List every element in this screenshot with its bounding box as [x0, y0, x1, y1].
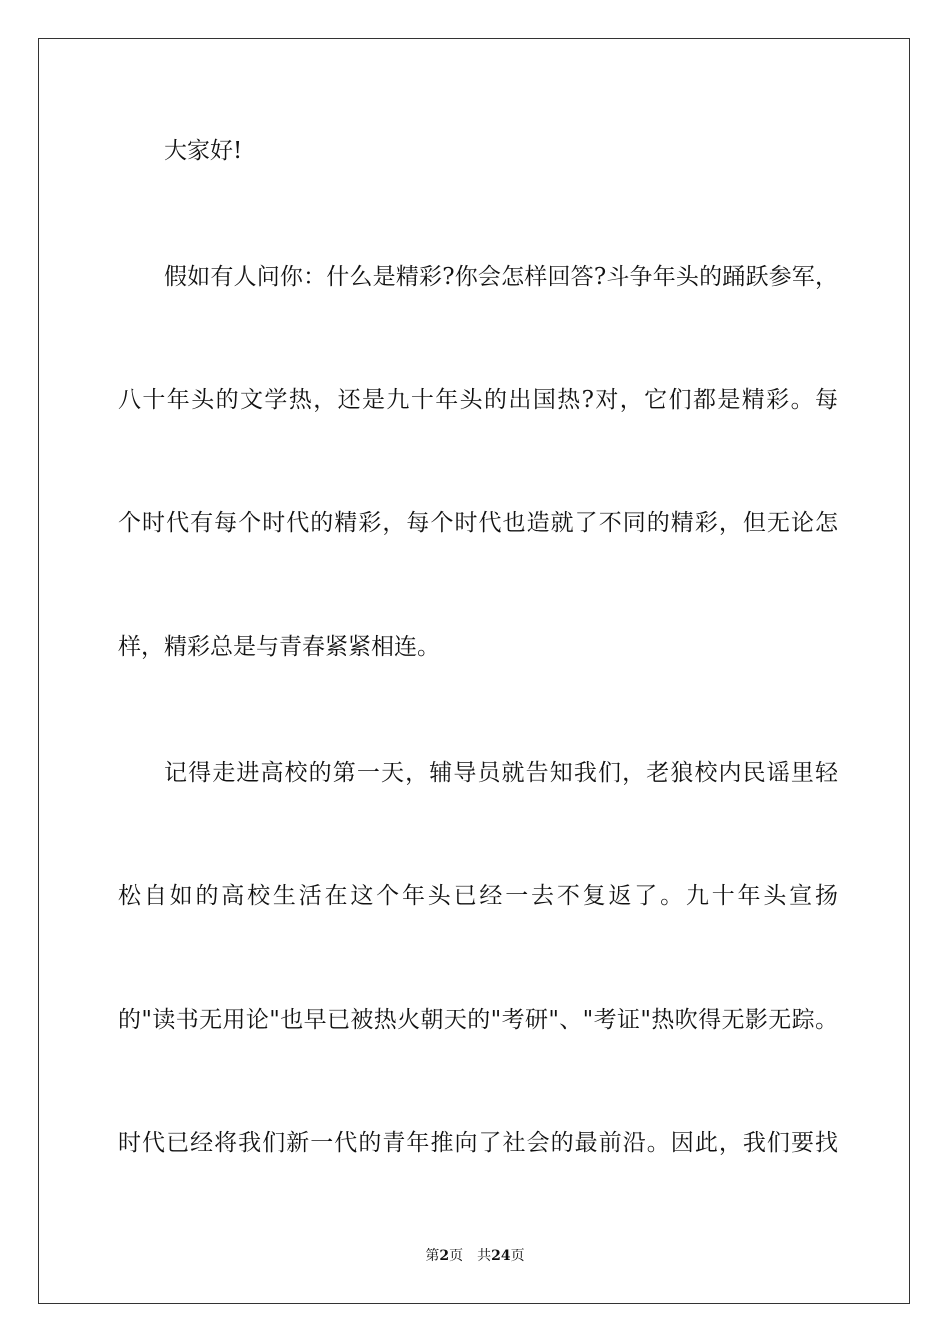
paragraph-2-line-2: 松自如的高校生活在这个年头已经一去不复返了。九十年头宣扬 — [118, 883, 838, 909]
paragraph-1-line-2: 八十年头的文学热，还是九十年头的出国热?对，它们都是精彩。每 — [118, 387, 838, 413]
paragraph-2-line-4: 时代已经将我们新一代的青年推向了社会的最前沿。因此，我们要找 — [118, 1130, 838, 1156]
total-suffix: 页 — [510, 1248, 525, 1264]
paragraph-1-line-3: 个时代有每个时代的精彩，每个时代也造就了不同的精彩，但无论怎 — [118, 510, 838, 536]
total-pages-number: 24 — [491, 1248, 511, 1264]
paragraph-2-line-1: 记得走进高校的第一天，辅导员就告知我们，老狼校内民谣里轻 — [164, 760, 838, 786]
current-page-number: 2 — [439, 1248, 450, 1264]
total-prefix: 共 — [477, 1248, 492, 1264]
page-frame — [38, 38, 910, 1304]
paragraph-2-line-3: 的"读书无用论"也早已被热火朝天的"考研"、"考证"热吹得无影无踪。 — [118, 1007, 838, 1033]
page-prefix: 第 — [425, 1248, 440, 1264]
page-suffix: 页 — [449, 1248, 464, 1264]
paragraph-1-line-4: 样，精彩总是与青春紧紧相连。 — [118, 634, 440, 660]
paragraph-1-line-1: 假如有人问你：什么是精彩?你会怎样回答?斗争年头的踊跃参军， — [164, 264, 838, 290]
page-footer — [0, 1245, 950, 1265]
greeting-line: 大家好! — [164, 138, 243, 164]
